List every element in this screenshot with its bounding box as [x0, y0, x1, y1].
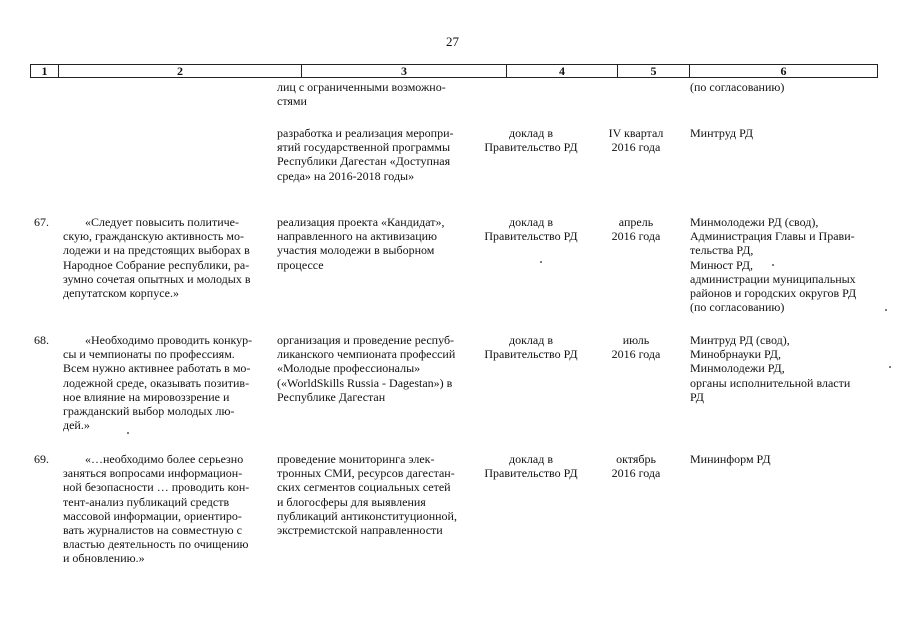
scan-speck: [772, 264, 774, 266]
text-line: заняться вопросами информацион-: [63, 466, 243, 481]
text-line: участия молодежи в выборном: [277, 243, 435, 258]
text-line: Республике Дагестан: [277, 389, 386, 404]
text-line: ятий государственной программы: [277, 140, 451, 155]
text-line: тельства РД,: [690, 243, 754, 258]
text-line: органы исполнительной власти: [690, 375, 851, 390]
row-action: [277, 452, 473, 537]
text-line: Правительство РД: [484, 229, 578, 244]
text-line: октябрь: [616, 452, 656, 466]
text-line: скую, гражданскую активность мо-: [63, 229, 244, 244]
text-line: (по согласованию): [690, 300, 785, 315]
text-line: тент-анализ публикаций средств: [63, 494, 230, 509]
sub-row-action: [277, 126, 473, 183]
row-deadline: [596, 215, 676, 243]
text-line: июль: [622, 333, 650, 347]
text-line: РД: [690, 389, 704, 404]
text-line: Мининформ РД: [690, 452, 771, 466]
row-report: [474, 333, 588, 361]
column-header-6: 6: [780, 64, 787, 78]
text-line: стями: [277, 94, 307, 109]
text-line: Минобрнауки РД,: [690, 347, 781, 362]
text-line: «Молодые профессионалы»: [277, 361, 421, 376]
row-action: [277, 215, 473, 272]
scan-speck: [889, 366, 891, 368]
text-line: лодежной среде, оказывать позитив-: [63, 375, 250, 390]
row-responsible: [690, 452, 876, 466]
text-line: и обновлению.»: [63, 551, 145, 566]
text-line: IV квартал: [608, 126, 664, 140]
text-line: лиц с ограниченными возможно-: [277, 80, 446, 94]
scan-speck: [127, 432, 129, 434]
text-line: реализация проекта «Кандидат»,: [277, 215, 445, 229]
text-line: Минмолодежи РД,: [690, 361, 785, 376]
text-line: организация и проведение респуб-: [277, 333, 455, 347]
text-line: Минюст РД,: [690, 257, 754, 272]
text-line: 2016 года: [611, 140, 661, 155]
text-line: среда» на 2016-2018 годы»: [277, 168, 415, 183]
text-line: доклад в: [508, 126, 554, 140]
text-line: Минтруд РД (свод),: [690, 333, 790, 347]
text-line: ное влияние на мировоззрение и: [63, 389, 230, 404]
text-line: «…необходимо более серьезно: [85, 452, 244, 466]
text-line: экстремистской направленности: [277, 523, 443, 538]
continuation-action: [277, 80, 473, 108]
text-line: Правительство РД: [484, 347, 578, 362]
text-line: массовой информации, ориентиро-: [63, 508, 242, 523]
column-header-2: 2: [59, 65, 302, 77]
scan-speck: [885, 309, 887, 311]
text-line: апрель: [618, 215, 654, 229]
text-line: Правительство РД: [484, 466, 578, 481]
text-line: «Следует повысить политиче-: [85, 215, 239, 229]
text-line: гражданский выбор молодых лю-: [63, 404, 235, 419]
text-line: («WorldSkills Russia - Dagestan») в: [277, 375, 453, 390]
text-line: направленного на активизацию: [277, 229, 438, 244]
column-header-4: 4: [507, 65, 618, 77]
text-line: Минмолодежи РД (свод),: [690, 215, 819, 229]
text-line: Народное Собрание республики, ра-: [63, 257, 250, 272]
text-line: разработка и реализация меропри-: [277, 126, 454, 140]
text-line: сы и чемпионаты по профессиям.: [63, 347, 235, 362]
text-line: Администрация Главы и Прави-: [690, 229, 855, 244]
column-header-3: 3: [302, 65, 507, 77]
row-responsible: [690, 215, 876, 314]
text-line: Минтруд РД: [690, 126, 754, 140]
text-line: районов и городских округов РД: [690, 286, 857, 301]
row-deadline: [596, 452, 676, 480]
text-line: доклад в: [508, 452, 554, 466]
text-line: и блогосферы для выявления: [277, 494, 426, 509]
text-line: вать журналистов на совместную с: [63, 523, 242, 538]
page-number: 27: [446, 34, 459, 49]
table-header-row: [30, 64, 878, 78]
continuation-responsible: (по согласованию): [690, 80, 785, 94]
sub-row-responsible: [690, 126, 876, 140]
row-quote: [63, 333, 270, 432]
text-line: лодежи и на предстоящих выборах в: [63, 243, 250, 258]
scan-speck: [540, 261, 542, 263]
row-number: 68.: [34, 333, 49, 347]
text-line: Республики Дагестан «Доступная: [277, 154, 451, 169]
row-action: [277, 333, 473, 404]
text-line: процессе: [277, 257, 324, 272]
column-header-1: 1: [31, 65, 59, 77]
row-quote: [63, 452, 270, 566]
text-line: депутатском корпусе.»: [63, 286, 180, 301]
sub-row-deadline: [596, 126, 676, 154]
text-line: ликанского чемпионата профессий: [277, 347, 456, 362]
sub-row-report: [474, 126, 588, 154]
text-line: доклад в: [508, 333, 554, 347]
row-quote: [63, 215, 270, 300]
text-line: Всем нужно активнее работать в мо-: [63, 361, 251, 376]
text-line: доклад в: [508, 215, 554, 229]
row-report: [474, 215, 588, 243]
row-report: [474, 452, 588, 480]
text-line: 2016 года: [611, 229, 661, 244]
text-line: администрации муниципальных: [690, 271, 856, 286]
text-line: дей.»: [63, 418, 90, 433]
row-deadline: [596, 333, 676, 361]
column-header-5: 5: [618, 65, 690, 77]
text-line: публикаций антиконституционной,: [277, 508, 457, 523]
text-line: ских сегментов социальных сетей: [277, 480, 451, 495]
row-number: 67.: [34, 215, 49, 229]
text-line: зумно сочетая опытных и молодых в: [63, 271, 251, 286]
text-line: ной безопасности … проводить кон-: [63, 480, 250, 495]
row-number: 69.: [34, 452, 49, 466]
text-line: «Необходимо проводить конкур-: [85, 333, 253, 347]
row-responsible: [690, 333, 876, 404]
text-line: 2016 года: [611, 347, 661, 362]
text-line: проведение мониторинга элек-: [277, 452, 435, 466]
text-line: властью деятельность по очищению: [63, 537, 249, 552]
text-line: 2016 года: [611, 466, 661, 481]
text-line: тронных СМИ, ресурсов дагестан-: [277, 466, 455, 481]
text-line: Правительство РД: [484, 140, 578, 155]
